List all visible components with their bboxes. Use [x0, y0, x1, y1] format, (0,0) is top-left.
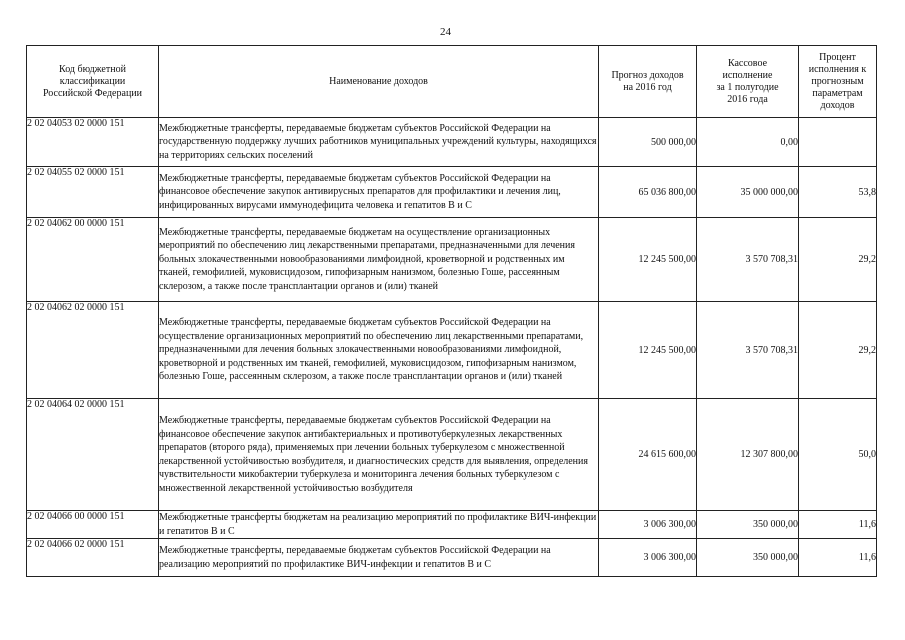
- table-row: [27, 167, 877, 218]
- table-row: [27, 399, 877, 511]
- code-cell: 2 02 04053 02 0000 151: [27, 118, 159, 167]
- table-row: [27, 511, 877, 539]
- forecast-cell: 3 006 300,00: [599, 539, 697, 577]
- percent-cell: 29,2: [799, 302, 877, 399]
- name-cell: Межбюджетные трансферты, передаваемые бюджетам субъектов Российской Федерации на финансовое обеспечение закупок антивирусных препаратов для профилактики и лечения лиц, инфицированных вирусами иммунодефицита человека и гепатитов В и С: [159, 167, 599, 218]
- percent-cell: 50,0: [799, 399, 877, 511]
- name-cell: Межбюджетные трансферты, передаваемые бюджетам субъектов Российской Федерации на реализацию мероприятий по профилактике ВИЧ-инфекции и гепатитов В и С: [159, 539, 599, 577]
- code-cell: 2 02 04066 00 0000 151: [27, 511, 159, 539]
- header-code: Код бюджетной классификации Российской Федерации: [27, 46, 159, 118]
- name-cell: Межбюджетные трансферты бюджетам на реализацию мероприятий по профилактике ВИЧ-инфекции и гепатитов В и С: [159, 511, 599, 539]
- table-header-row: [27, 46, 877, 118]
- revenue-table: [26, 45, 877, 577]
- name-cell: Межбюджетные трансферты, передаваемые бюджетам субъектов Российской Федерации на финансовое обеспечение закупок антибактериальных и противотуберкулезных лекарственных препаратов (второго ряда), применяемых при лечении больных туберкулезом с множественной лекарственной устойчивостью возбудителя, и диагностических средств для выявления, определения чувствительности микобактерии туберкулеза и мониторинга лечения больных туберкулезом с множественной лекарственной устойчивостью возбудителя: [159, 399, 599, 511]
- forecast-cell: 500 000,00: [599, 118, 697, 167]
- forecast-cell: 3 006 300,00: [599, 511, 697, 539]
- table-row: [27, 302, 877, 399]
- cash-cell: 12 307 800,00: [697, 399, 799, 511]
- table-row: [27, 118, 877, 167]
- code-cell: 2 02 04064 02 0000 151: [27, 399, 159, 511]
- code-cell: 2 02 04062 02 0000 151: [27, 302, 159, 399]
- percent-cell: 53,8: [799, 167, 877, 218]
- name-cell: Межбюджетные трансферты, передаваемые бюджетам субъектов Российской Федерации на осуществление организационных мероприятий по обеспечению лиц лекарственными препаратами, предназначенными для лечения больных злокачественными новообразованиями лимфоидной, кроветворной и родственных им тканей, гемофилией, муковисцидозом, гипофизарным нанизмом, болезнью Гоше, рассеянным склерозом, а также после трансплантации органов и (или) тканей: [159, 302, 599, 399]
- percent-cell: 11,6: [799, 539, 877, 577]
- cash-cell: 0,00: [697, 118, 799, 167]
- forecast-cell: 65 036 800,00: [599, 167, 697, 218]
- percent-cell: 11,6: [799, 511, 877, 539]
- forecast-cell: 12 245 500,00: [599, 302, 697, 399]
- name-cell: Межбюджетные трансферты, передаваемые бюджетам на осуществление организационных мероприятий по обеспечению лиц лекарственными препаратами, предназначенными для лечения больных злокачественными новообразованиями лимфоидной, кроветворной и родственных им тканей, гемофилией, муковисцидозом, гипофизарным нанизмом, болезнью Гоше, рассеянным склерозом, а также после трансплантации органов и (или) тканей: [159, 218, 599, 302]
- cash-cell: 3 570 708,31: [697, 302, 799, 399]
- cash-cell: 350 000,00: [697, 511, 799, 539]
- header-forecast: Прогноз доходов на 2016 год: [599, 46, 697, 118]
- code-cell: 2 02 04055 02 0000 151: [27, 167, 159, 218]
- header-name: Наименование доходов: [159, 46, 599, 118]
- forecast-cell: 12 245 500,00: [599, 218, 697, 302]
- page-number: 24: [440, 26, 451, 38]
- cash-cell: 35 000 000,00: [697, 167, 799, 218]
- percent-cell: 29,2: [799, 218, 877, 302]
- code-cell: 2 02 04066 02 0000 151: [27, 539, 159, 577]
- header-cash-execution: Кассовое исполнение за 1 полугодие 2016 года: [697, 46, 799, 118]
- name-cell: Межбюджетные трансферты, передаваемые бюджетам субъектов Российской Федерации на государственную поддержку лучших работников муниципальных учреждений культуры, находящихся на территориях сельских поселений: [159, 118, 599, 167]
- cash-cell: 3 570 708,31: [697, 218, 799, 302]
- forecast-cell: 24 615 600,00: [599, 399, 697, 511]
- cash-cell: 350 000,00: [697, 539, 799, 577]
- code-cell: 2 02 04062 00 0000 151: [27, 218, 159, 302]
- table-row: [27, 539, 877, 577]
- header-percent: Процент исполнения к прогнозным параметрам доходов: [799, 46, 877, 118]
- table-row: [27, 218, 877, 302]
- percent-cell: [799, 118, 877, 167]
